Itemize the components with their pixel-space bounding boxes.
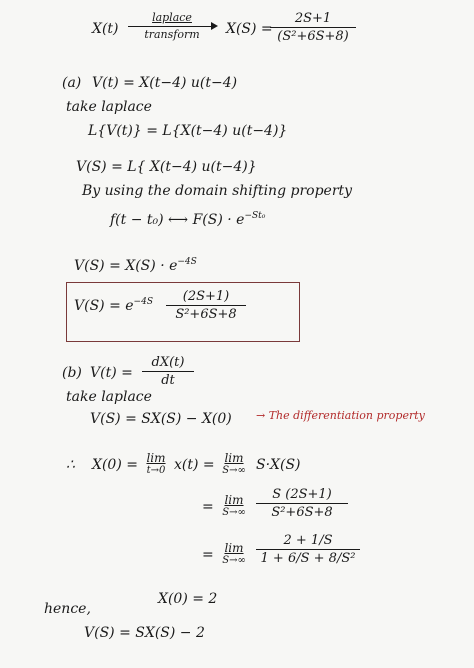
property-exponent: −St₀ (244, 211, 266, 221)
boxed-exponent: −4S (133, 297, 153, 307)
therefore-symbol: ∴ (66, 457, 75, 473)
part-a-property (110, 212, 265, 227)
header-fraction (270, 12, 356, 43)
part-b-label: (b) (62, 365, 82, 381)
boxed-frac-num: (2S+1) (182, 289, 230, 304)
derivative-num: dX(t) (151, 355, 185, 370)
header-xs: X(S) = (226, 21, 273, 37)
fraction-bar (256, 549, 360, 550)
equals-a: = (202, 499, 214, 515)
lim-word: lim (224, 451, 244, 465)
arrow-top-label: laplace (152, 11, 192, 24)
header-frac-den: (S²+6S+8) (277, 29, 349, 44)
boxed-frac-den: S²+6S+8 (175, 307, 237, 322)
boxed-lhs (74, 298, 153, 313)
part-b-note: → The differentiation property (256, 409, 425, 422)
lim-frac1-den: S²+6S+8 (271, 505, 333, 520)
header-xt: X(t) (92, 21, 119, 37)
lim-sub: t→0 (146, 465, 166, 476)
eq4-text: V(S) = X(S) · e (74, 258, 178, 274)
part-a-eq4 (74, 258, 197, 273)
limit-t-to-0 (140, 452, 172, 476)
derivative-den: dt (161, 373, 175, 388)
limit-s-to-inf-3 (218, 542, 250, 566)
lim-sub: S→∞ (222, 507, 246, 518)
part-a-label: (a) (62, 75, 82, 91)
lim-sub: S→∞ (222, 465, 246, 476)
lim-frac2-num: 2 + 1/S (283, 533, 333, 548)
lim-word: lim (224, 541, 244, 555)
x-of-t-eq: x(t) = (174, 457, 215, 473)
arrow-bottom-label: transform (144, 28, 200, 41)
header-frac-num: 2S+1 (294, 11, 332, 26)
equals-b: = (202, 547, 214, 563)
lim-sub: S→∞ (222, 555, 246, 566)
fraction-bar (256, 503, 348, 504)
part-a-eq3: V(S) = L{ X(t−4) u(t−4)} (76, 159, 257, 175)
lim-frac2-den: 1 + 6/S + 8/S² (260, 551, 356, 566)
part-a-eq2: L{V(t)} = L{X(t−4) u(t−4)} (88, 123, 288, 139)
lim-frac1-num: S (2S+1) (272, 487, 332, 502)
limit-s-to-inf-2 (218, 494, 250, 518)
final-answer: V(S) = SX(S) − 2 (84, 625, 205, 641)
x0-lhs: X(0) = (92, 457, 138, 473)
limit-fraction-1 (256, 488, 348, 519)
fraction-bar (270, 27, 356, 28)
part-a-eq1: V(t) = X(t−4) u(t−4) (92, 75, 238, 91)
part-b-eq1-lhs: V(t) = (90, 365, 133, 381)
property-text: f(t − t₀) ⟷ F(S) · e (110, 212, 245, 228)
part-a-note: By using the domain shifting property (82, 183, 353, 199)
laplace-transform-arrow (128, 12, 216, 40)
s-times-xs: S·X(S) (256, 457, 301, 473)
hence-label: hence, (44, 601, 91, 617)
lim-word: lim (224, 493, 244, 507)
part-b-eq2: V(S) = SX(S) − X(0) (90, 411, 232, 427)
fraction-bar (166, 305, 246, 306)
boxed-fraction (166, 290, 246, 321)
eq4-exponent: −4S (177, 257, 197, 267)
limit-s-to-inf-1 (218, 452, 250, 476)
arrow-shaft (128, 26, 216, 27)
fraction-bar (142, 371, 194, 372)
limit-fraction-2 (256, 534, 360, 565)
part-b-take-laplace: take laplace (66, 389, 152, 405)
part-b-derivative (142, 356, 194, 387)
boxed-lhs-text: V(S) = e (74, 298, 134, 314)
x0-result: X(0) = 2 (158, 591, 218, 607)
lim-word: lim (146, 451, 166, 465)
part-a-take-laplace: take laplace (66, 99, 152, 115)
